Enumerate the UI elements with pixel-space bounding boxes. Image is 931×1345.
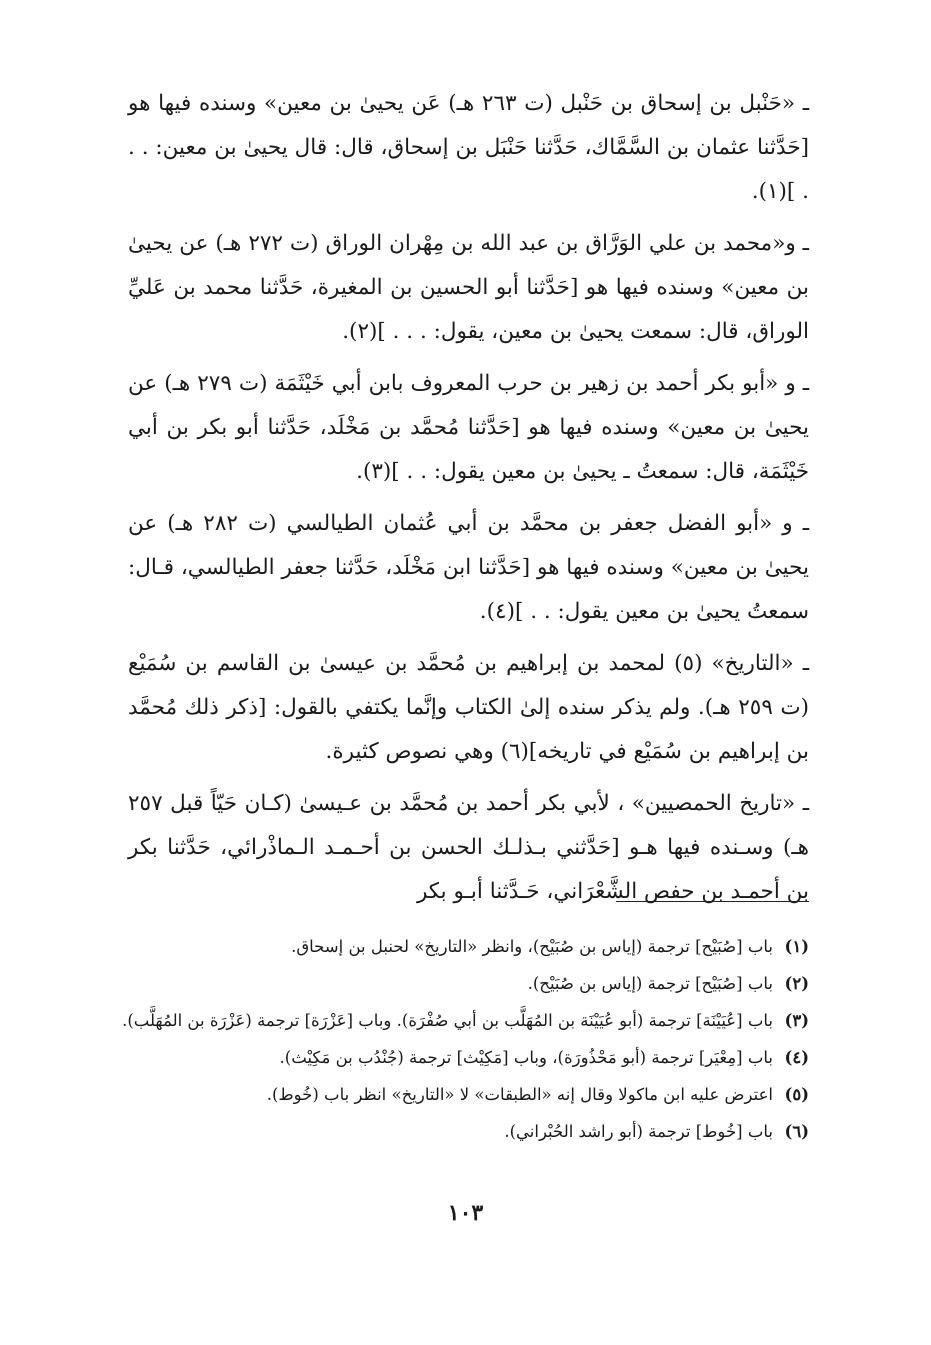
footnote-2 (118, 965, 809, 1002)
footnote-text: باب [خُوط] ترجمة (أبو راشد الحُبْراني). (504, 1122, 773, 1141)
footnote-1 (118, 928, 809, 965)
paragraph-tayalisi: ـ و «أبو الفضل جعفر بن محمَّد بن أبي عُثمان الطيالسي (ت ٢٨٢ هـ) عن يحيىٰ بن معين» وسنده فيها هو [حَدَّثنا ابن مَخْلَد، حَدَّثنا جعفر الطيالسي، قـال: سمعتُ يحيىٰ بن معين يقول: . . ](٤). (128, 511, 809, 624)
footnote-number: (١) (784, 937, 809, 956)
footnote-number: (٤) (784, 1048, 809, 1067)
footnote-text: باب [عُيَيْنَة] ترجمة (أبو عُيَيْنَة بن المُهَلَّب بن أبي صُفْرَة). وباب [عَزْرَة] ترجمة (عَزْرَة بن المُهَلَّب). (122, 1011, 773, 1030)
paragraph-warraq: ـ و«محمد بن علي الوَرَّاق بن عبد الله بن مِهْران الوراق (ت ٢٧٢ هـ) عن يحيىٰ بن معين» وسنده فيها هو [حَدَّثنا أبو الحسين بن المغيرة، حَدَّثنا محمد بن عَليِّ الوراق، قال: سمعت يحيىٰ بن معين، يقول: . . . ](٢). (128, 231, 809, 344)
footnote-6 (118, 1113, 809, 1150)
footnote-text: باب [مِعْيَر] ترجمة (أبو مَحْذُورَة)، وباب [مَكِيْث] ترجمة (جُنْدُب بن مَكِيْث). (279, 1048, 773, 1067)
footnote-text: باب [صُبَيْح] ترجمة (إياس بن صُبَيْح)، وانظر «التاريخ» لحنبل بن إسحاق. (291, 937, 773, 956)
footnote-3 (118, 1002, 809, 1039)
paragraph-abi-khaythama: ـ و «أبو بكر أحمد بن زهير بن حرب المعروف بابن أبي خَيْثَمَة (ت ٢٧٩ هـ) عن يحيىٰ بن معين» وسنده فيها هو [حَدَّثنا مُحمَّد بن مَخْلَد، حَدَّثنا أبو بكر بن أبي خَيْثَمَة، قال: سمعتُ ـ يحيىٰ بن معين يقول: . . ](٣). (128, 371, 810, 484)
footnote-text: اعترض عليه ابن ماكولا وقال إنه «الطبقات» لا «التاريخ» انظر باب (خُوط). (266, 1085, 773, 1104)
main-text (128, 82, 809, 922)
footnote-text: باب [صُبَيْح] ترجمة (إياس بن صُبَيْح). (527, 974, 773, 993)
footnote-number: (٦) (784, 1122, 809, 1141)
page-number: ١٠٣ (447, 1200, 484, 1226)
footnote-5 (118, 1076, 809, 1113)
footnote-4 (118, 1039, 809, 1076)
footnote-number: (٣) (784, 1011, 809, 1030)
footnotes (118, 928, 809, 1150)
paragraph-hanbal: ـ «حَنْبل بن إسحاق بن حَنْبل (ت ٢٦٣ هـ) عَن يحيىٰ بن معين» وسنده فيها هو [حَدَّثنا عثمان بن السَّمَّاك، حَدَّثنا حَنْبَل بن إسحاق، قال: قال يحيىٰ بن معين: . . . ](١). (128, 91, 809, 204)
footnote-separator (616, 901, 809, 902)
paragraph-tarikh-himsiyyin: ـ «تاريخ الحمصيين» ، لأبي بكر أحمد بن مُحمَّد بن عـيسىٰ (كـان حَيّاً قبل ٢٥٧ هـ) وسـنده فيها هـو [حَدَّثني بـذلـك الحسن بن أحـمـد الـماذْرائي، حَدَّثنا بكر بن أحمـد بن حفص الشَّعْرَاني، حَـدَّثنا أبـو بكر (128, 791, 809, 904)
footnote-number: (٥) (784, 1085, 809, 1104)
footnote-number: (٢) (784, 974, 809, 993)
paragraph-tarikh-sumay: ـ «التاريخ» (٥) لمحمد بن إبراهيم بن مُحمَّد بن عيسىٰ بن القاسم بن سُمَيْع (ت ٢٥٩ هـ). ولم يذكر سنده إلىٰ الكتاب وإنَّما يكتفي بالقول: [ذكر ذلك مُحمَّد بن إبراهيم بن سُمَيْع في تاريخه](٦) وهي نصوص كثيرة. (128, 651, 809, 764)
